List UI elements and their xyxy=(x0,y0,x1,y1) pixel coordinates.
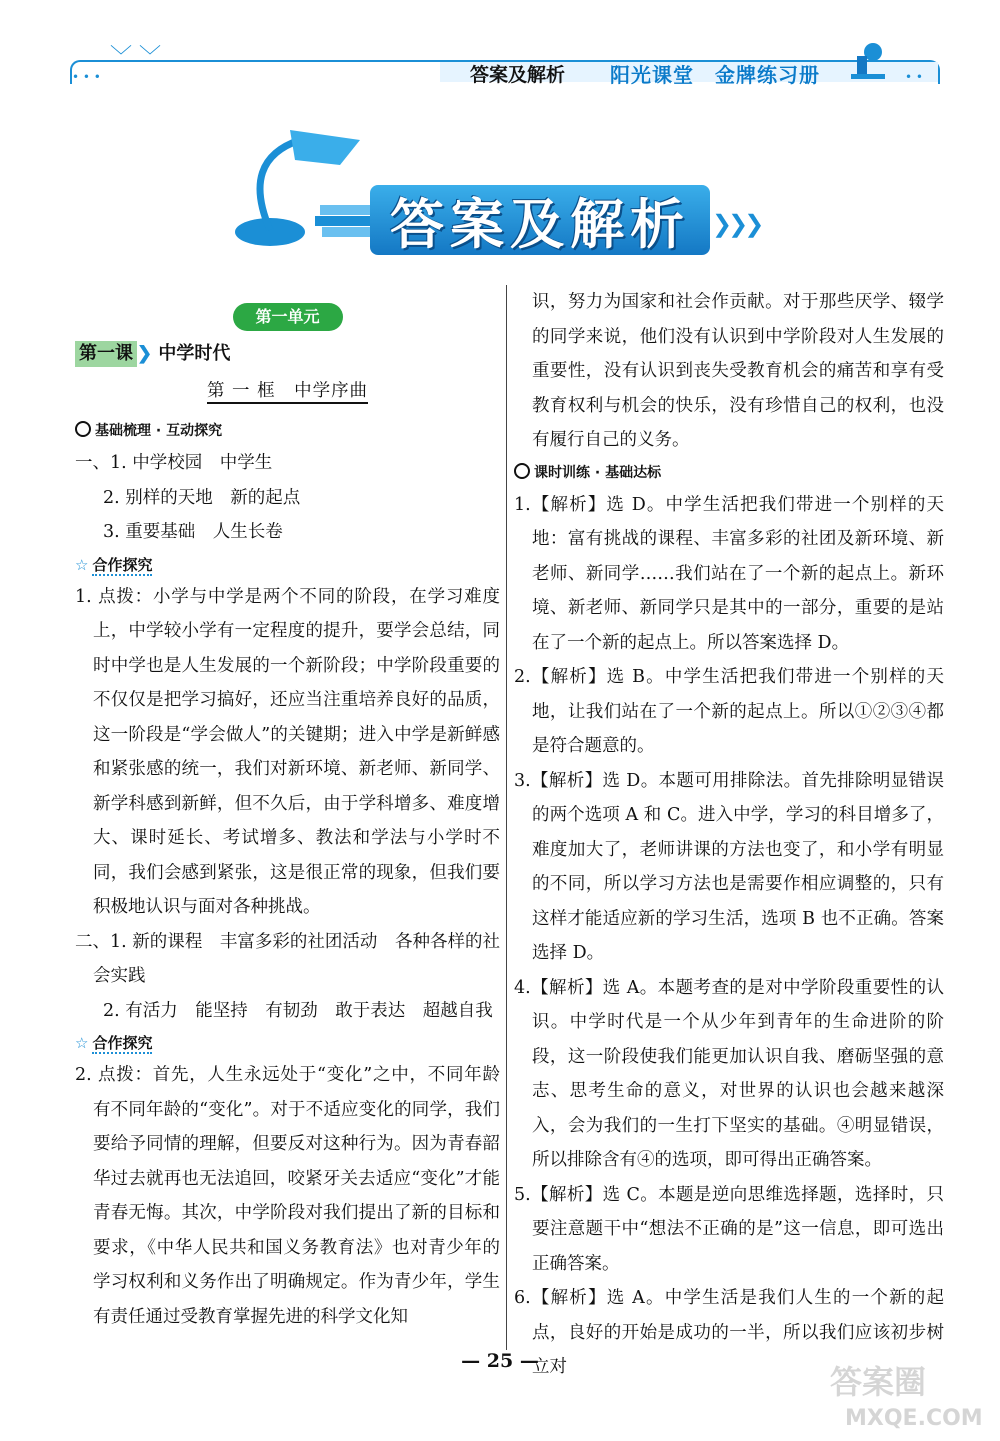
unit-badge: 第一单元 xyxy=(233,303,343,331)
coop-heading xyxy=(75,1028,500,1058)
section-heading xyxy=(514,458,944,488)
answer-line: 2. 有活力 能坚持 有韧劲 敢于表达 超越自我 xyxy=(103,1000,493,1021)
dots-icon: • • • xyxy=(72,70,101,84)
coop-heading-text: 合作探究 xyxy=(92,1034,153,1052)
globe-icon xyxy=(514,463,530,479)
page-header xyxy=(0,0,1000,100)
coop-heading xyxy=(75,550,500,580)
banner-title-text: 答案及解析 xyxy=(390,192,690,256)
section-heading-text: 基础梳理 · 互动探究 xyxy=(95,423,223,439)
star-icon: ☆ xyxy=(75,555,89,574)
frame-title xyxy=(75,374,500,409)
lesson-tag: 第一课 xyxy=(75,341,137,367)
coop-heading-text: 合作探究 xyxy=(92,555,153,574)
lesson-title: 中学时代 xyxy=(158,343,231,364)
answer-line: 2. 别样的天地 新的起点 xyxy=(103,487,301,508)
answer-item: 5.【解析】选 C。本题是逆向思维选择题，选择时，只要注意题干中“想法不正确的是”这一信息，即可选出正确答案。 xyxy=(514,1184,944,1274)
answer-paragraph: 识，努力为国家和社会作贡献。对于那些厌学、辍学的同学来说，他们没有认识到中学阶段对人生发展的重要性，没有认识到丧失受教育机会的痛苦和享有受教育权利与机会的快乐，没有珍惜自己的权利，也没有履行自己的义务。 xyxy=(532,292,944,450)
header-series: 阳光课堂 金牌练习册 xyxy=(610,63,820,87)
watermark-logo xyxy=(820,1355,990,1435)
dots-right-icon: • • xyxy=(905,70,923,84)
section-heading xyxy=(75,416,500,446)
answer-item: 1.【解析】选 D。中学生活把我们带进一个别样的天地：富有挑战的课程、丰富多彩的社团及新环境、新老师、新同学……我们站在了一个新的起点上。新环境、新老师、新同学只是其中的一部分，重要的是站在了一个新的起点上。所以答案选择 D。 xyxy=(514,494,944,653)
star-icon: ☆ xyxy=(75,1034,89,1052)
answer-line: 一、1. 中学校园 中学生 xyxy=(75,453,273,473)
svg-text:MXQE.COM: MXQE.COM xyxy=(845,1406,983,1431)
column-divider xyxy=(506,285,507,1350)
header-section: 答案及解析 xyxy=(470,64,566,86)
globe-icon xyxy=(75,421,91,437)
frame-title-text: 第 一 框 中学序曲 xyxy=(207,381,368,404)
answer-item: 3.【解析】选 D。本题可用排除法。首先排除明显错误的两个选项 A 和 C。进入中学，学习的科目增多了，难度加大了，老师讲课的方法也变了，和小学有明显的不同，所以学习方法也是需要作相应调整的，只有这样才能适应新的学习生活，选项 B 也不正确。答案选择 D。 xyxy=(514,770,944,963)
answer-paragraph: 2. 点拨：首先，人生永远处于“变化”之中，不同年龄有不同年龄的“变化”。对于不适应变化的同学，我们要给予同情的理解，但要反对这种行为。因为青春韶华过去就再也无法追回，咬紧牙关去适应“变化”才能青春无悔。其次，中学阶段对我们提出了新的目标和要求，《中华人民共和国义务教育法》也对青少年的学习权利和义务作出了明确规定。作为青少年，学生有责任通过受教育掌握先进的科学文化知 xyxy=(75,1065,500,1327)
right-column xyxy=(514,285,944,1385)
lighthouse-icon xyxy=(845,40,890,80)
answer-item: 4.【解析】选 A。本题考查的是对中学阶段重要性的认识。中学时代是一个从少年到青年的生命进阶的阶段，这一阶段使我们能更加认识自我、磨砺坚强的意志、思考生命的意义，对世界的认识也会越来越深入，会为我们的一生打下坚实的基础。④明显错误，所以排除含有④的选项，即可得出正确答案。 xyxy=(514,977,944,1170)
svg-text:答案圈: 答案圈 xyxy=(830,1363,927,1401)
birds-icon: ﹀ ﹀ xyxy=(110,45,161,70)
arrow-right-icon: ❯ xyxy=(137,343,153,364)
answer-line: 二、1. 新的课程 丰富多彩的社团活动 各种各样的社会实践 xyxy=(75,931,500,986)
left-column xyxy=(75,285,500,1334)
chevron-right-icon: ❯❯❯ xyxy=(712,210,761,238)
section-heading-text: 课时训练 · 基础达标 xyxy=(534,464,662,481)
answer-line: 3. 重要基础 人生长卷 xyxy=(103,522,283,542)
page-number: — 25 — xyxy=(461,1350,539,1372)
answer-paragraph: 1. 点拨：小学与中学是两个不同的阶段，在学习难度上，中学较小学有一定程度的提升，要学会总结，同时中学也是人生发展的一个新阶段；中学阶段重要的不仅仅是把学习搞好，还应当注重培养良好的品质，这一阶段是“学会做人”的关键期；进入中学是新鲜感和紧张感的统一，我们对新环境、新老师、新同学、新学科感到新鲜，但不久后，由于学科增多、难度增大、课时延长、考试增多、教法和学法与小学时不同，我们会感到紧张，这是很正常的现象，但我们要积极地认识与面对各种挑战。 xyxy=(75,586,500,917)
answer-item: 6.【解析】选 A。中学生活是我们人生的一个新的起点，良好的开始是成功的一半，所以我们应该初步树立对 xyxy=(514,1288,944,1377)
banner-title xyxy=(370,185,710,255)
lesson-heading xyxy=(75,337,500,372)
answer-item: 2.【解析】选 B。中学生活把我们带进一个别样的天地，让我们站在了一个新的起点上。所以①②③④都是符合题意的。 xyxy=(514,667,944,756)
